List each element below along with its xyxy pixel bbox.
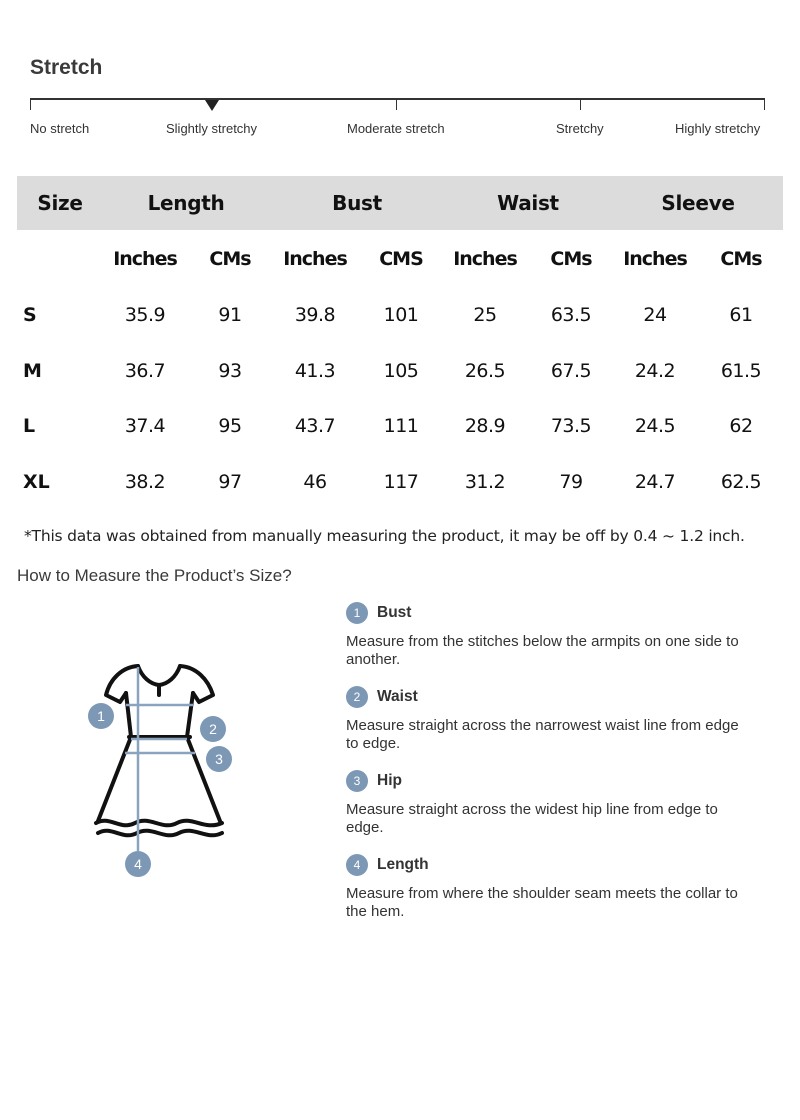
table-cell: 24.5	[634, 415, 676, 437]
size-label: S	[23, 304, 37, 326]
table-cell: 67.5	[550, 360, 592, 382]
table-cell: 46	[303, 471, 327, 493]
table-cell: 93	[218, 360, 242, 382]
column-header-bust: Bust	[332, 191, 382, 215]
table-cell: 36.7	[124, 360, 166, 382]
column-header-length: Length	[147, 191, 225, 215]
table-cell: 43.7	[294, 415, 336, 437]
measure-item-title-bust: Bust	[377, 604, 412, 621]
unit-header: CMs	[550, 248, 592, 270]
size-label: XL	[23, 471, 50, 493]
table-cell: 26.5	[464, 360, 506, 382]
table-cell: 95	[218, 415, 242, 437]
unit-header: Inches	[283, 248, 347, 270]
table-cell: 28.9	[464, 415, 506, 437]
table-footnote: *This data was obtained from manually measuring the product, it may be off by 0.4 ~ 1.2 inch.	[24, 527, 745, 545]
measure-item-title-length: Length	[377, 856, 429, 873]
table-cell: 24	[643, 304, 667, 326]
diagram-marker-1: 1	[88, 703, 114, 729]
unit-header: Inches	[113, 248, 177, 270]
table-cell: 73.5	[550, 415, 592, 437]
how-to-measure-title: How to Measure the Product’s Size?	[17, 566, 292, 585]
table-cell: 37.4	[124, 415, 166, 437]
table-cell: 111	[383, 415, 419, 437]
diagram-marker-3: 3	[206, 746, 232, 772]
unit-header: CMs	[209, 248, 251, 270]
stretch-level-label: Stretchy	[556, 121, 604, 136]
stretch-scale-line	[30, 98, 765, 100]
unit-header: CMS	[379, 248, 423, 270]
scale-tick	[396, 98, 397, 110]
measure-item-desc-bust: Measure from the stitches below the armpits on one side to another.	[346, 633, 739, 668]
table-cell: 91	[218, 304, 242, 326]
measure-number-badge: 1	[346, 602, 368, 624]
measure-item-title-waist: Waist	[377, 688, 418, 705]
table-cell: 25	[473, 304, 497, 326]
column-header-sleeve: Sleeve	[661, 191, 735, 215]
table-cell: 63.5	[550, 304, 592, 326]
table-cell: 24.7	[634, 471, 676, 493]
dress-diagram-icon	[80, 655, 260, 885]
stretch-level-label: Slightly stretchy	[166, 121, 258, 136]
column-header-waist: Waist	[497, 191, 559, 215]
table-cell: 79	[559, 471, 583, 493]
stretch-level-label: No stretch	[30, 121, 90, 136]
table-cell: 39.8	[294, 304, 336, 326]
diagram-marker-4: 4	[125, 851, 151, 877]
table-cell: 117	[383, 471, 419, 493]
scale-tick	[30, 98, 31, 110]
table-cell: 62.5	[720, 471, 762, 493]
table-cell: 24.2	[634, 360, 676, 382]
table-cell: 105	[383, 360, 419, 382]
scale-tick	[764, 98, 765, 110]
size-label: L	[23, 415, 36, 437]
measure-item-desc-waist: Measure straight across the narrowest waist line from edge to edge.	[346, 717, 739, 752]
measure-number-badge: 4	[346, 854, 368, 876]
stretch-title: Stretch	[30, 56, 103, 79]
table-cell: 31.2	[464, 471, 506, 493]
unit-header: CMs	[720, 248, 762, 270]
measure-number-badge: 3	[346, 770, 368, 792]
table-cell: 97	[218, 471, 242, 493]
table-cell: 38.2	[124, 471, 166, 493]
unit-header: Inches	[453, 248, 517, 270]
table-cell: 61	[729, 304, 753, 326]
table-cell: 41.3	[294, 360, 336, 382]
table-cell: 62	[729, 415, 753, 437]
table-cell: 61.5	[720, 360, 762, 382]
table-cell: 101	[383, 304, 419, 326]
measure-item-title-hip: Hip	[377, 772, 402, 789]
measure-item-desc-hip: Measure straight across the widest hip line from edge to edge.	[346, 801, 718, 836]
size-label: M	[23, 360, 42, 382]
measure-number-badge: 2	[346, 686, 368, 708]
table-cell: 35.9	[124, 304, 166, 326]
scale-tick	[580, 98, 581, 110]
column-header-size: Size	[37, 191, 83, 215]
stretch-level-label: Moderate stretch	[347, 121, 445, 136]
stretch-level-label: Highly stretchy	[675, 121, 761, 136]
stretch-marker-icon	[205, 100, 219, 111]
diagram-marker-2: 2	[200, 716, 226, 742]
unit-header: Inches	[623, 248, 687, 270]
measure-item-desc-length: Measure from where the shoulder seam meets the collar to the hem.	[346, 885, 738, 920]
